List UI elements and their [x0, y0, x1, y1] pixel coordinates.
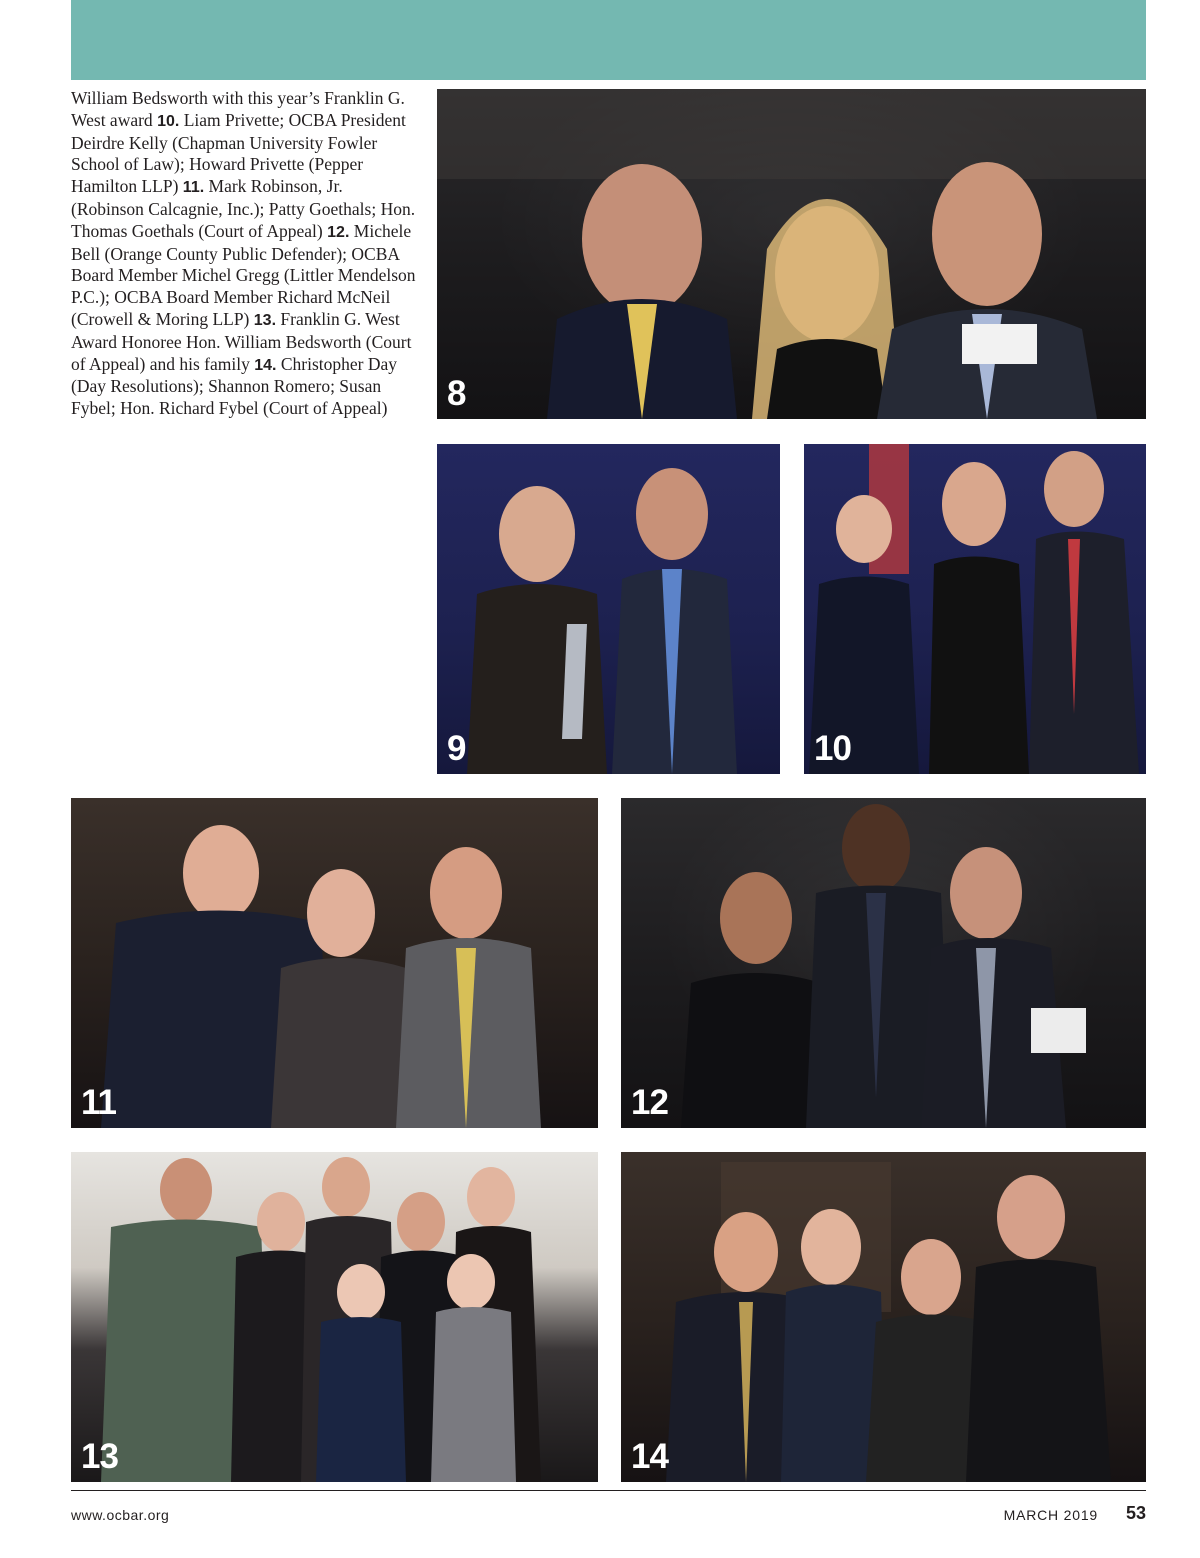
- footer-url[interactable]: www.ocbar.org: [71, 1507, 170, 1523]
- photo-12-number: 12: [631, 1083, 668, 1122]
- photo-13-scene: [71, 1152, 598, 1482]
- caption-number-12: 12.: [327, 223, 350, 241]
- photo-11-number: 11: [81, 1083, 116, 1122]
- photo-10-scene: [804, 444, 1146, 774]
- photo-caption-text: William Bedsworth with this year’s Franklin G. West award 10. Liam Privette; OCBA President Deirdre Kelly (Chapman University Fowler School of Law); Howard Privette (Pepper Hamilton LLP) 11. Mark Robinson, Jr. (Robinson Calcagnie, Inc.); Patty Goethals; Hon. Thomas Goethals (Court of Appeal) 12. Michele Bell (Orange County Public Defender); OCBA Board Member Michel Gregg (Littler Mendelson P.C.); OCBA Board Member Richard McNeil (Crowell & Moring LLP) 13. Franklin G. West Award Honoree Hon. William Bedsworth (Court of Appeal) and his family 14. Christopher Day (Day Resolutions); Shannon Romero; Susan Fybel; Hon. Richard Fybel (Court of Appeal): [71, 88, 416, 419]
- page-number: 53: [1125, 1503, 1146, 1523]
- photo-13: [71, 1152, 598, 1482]
- footer-rule: [71, 1490, 1146, 1491]
- photo-10-number: 10: [814, 729, 851, 768]
- photo-8-scene: [437, 89, 1146, 419]
- photo-8-number: 8: [447, 374, 466, 413]
- photo-9-number: 9: [447, 729, 466, 768]
- photo-12: [621, 798, 1146, 1128]
- photo-14-scene: [621, 1152, 1146, 1482]
- photo-14: [621, 1152, 1146, 1482]
- photo-11: [71, 798, 598, 1128]
- photo-12-scene: [621, 798, 1146, 1128]
- footer-issue-date: MARCH 2019: [1003, 1507, 1098, 1523]
- photo-13-number: 13: [81, 1437, 118, 1476]
- caption-number-11: 11.: [182, 179, 205, 197]
- photo-8: [437, 89, 1146, 419]
- photo-10: [804, 444, 1146, 774]
- caption-number-10: 10.: [157, 112, 180, 130]
- caption-number-14: 14.: [254, 356, 277, 374]
- caption-number-13: 13.: [253, 311, 277, 329]
- photo-9-scene: [437, 444, 780, 774]
- photo-14-number: 14: [631, 1437, 668, 1476]
- header-banner: [71, 0, 1146, 80]
- photo-11-scene: [71, 798, 598, 1128]
- photo-9: [437, 444, 780, 774]
